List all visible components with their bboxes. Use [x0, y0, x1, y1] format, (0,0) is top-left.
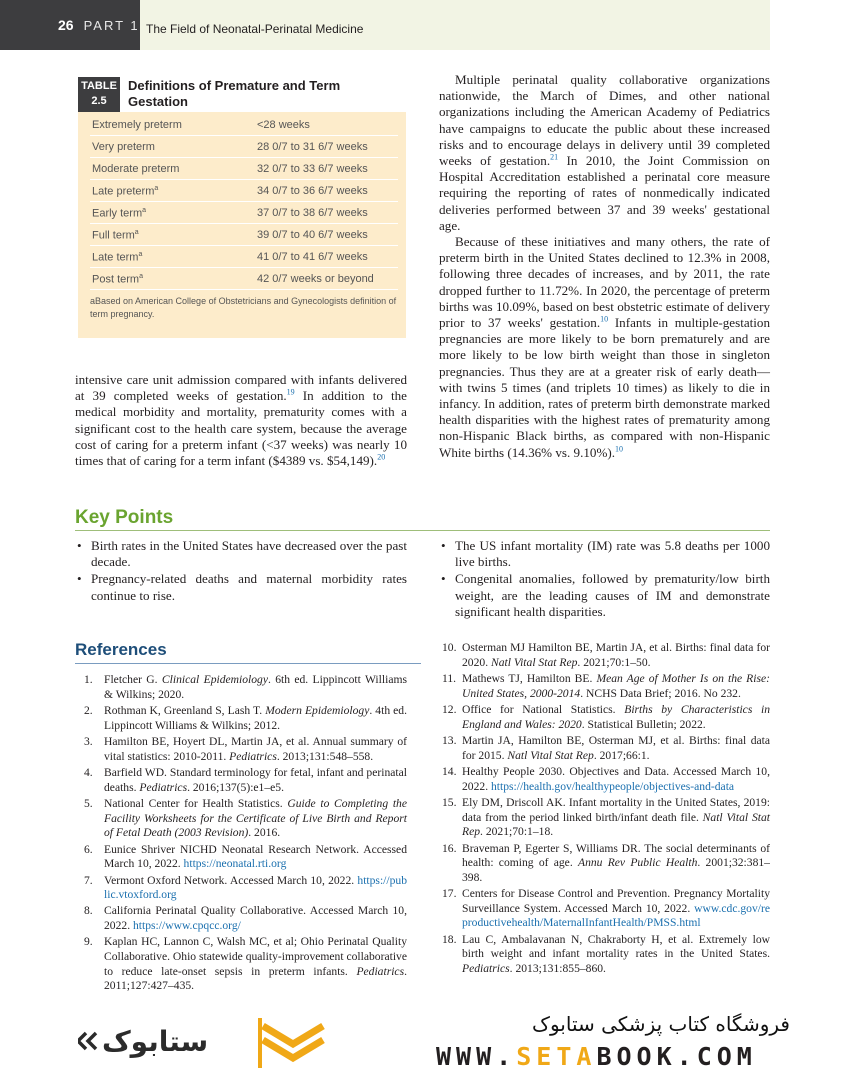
- reference-item: [442, 887, 770, 931]
- text-run: intensive care unit admission compared with infants delivered at 39 completed weeks of gestation.: [75, 372, 407, 404]
- header-page-block: [0, 0, 140, 50]
- term-label: Post term: [92, 273, 140, 286]
- reference-item: [442, 734, 770, 763]
- reference-link[interactable]: https://neonatal.rti.org: [183, 857, 287, 871]
- reference-details: . 2013;131:548–558.: [276, 749, 374, 763]
- reference-text: Eunice Shriver NICHD Neonatal Research Network. Accessed March 10, 2022.: [104, 842, 407, 871]
- citation[interactable]: 10: [600, 314, 609, 324]
- citation[interactable]: 21: [550, 152, 559, 162]
- reference-item: [84, 874, 407, 903]
- reference-details: . 6th ed. Lippincott Williams & Wilkins; 2020.: [104, 673, 407, 701]
- reference-number: 9.: [84, 935, 93, 949]
- citation[interactable]: 10: [615, 444, 624, 454]
- gestation-term: Moderate preterm: [92, 163, 180, 175]
- key-point-item: • The US infant mortality (IM) rate was 5.8 deaths per 1000 live births.: [439, 538, 770, 570]
- reference-item: [442, 765, 770, 794]
- reference-source: Pediatrics: [462, 961, 510, 975]
- svg-text:ستابوک: ستابوک: [102, 1025, 209, 1058]
- reference-item: [84, 766, 407, 795]
- reference-details: . NCHS Data Brief; 2016. No 232.: [580, 686, 741, 700]
- reference-text: Kaplan HC, Lannon C, Walsh MC, et al; Ohio Perinatal Quality Collaborative. Ohio statewide quality-improvement collaborative to reduce late-onset sepsis in preterm infants.: [104, 935, 407, 978]
- reference-number: 14.: [442, 764, 457, 778]
- text-run: Multiple perinatal quality collaborative organizations nationwide, the March of Dimes, and other national organizations including the American Academy of Pediatrics have campaigns to educate the public about these increased risks and to encourage delays in delivery until 39 completed weeks of gestation.: [439, 72, 770, 169]
- table-row: [90, 136, 398, 158]
- table-row: [90, 158, 398, 180]
- reference-details: . 2021;70:1–50.: [577, 655, 651, 669]
- reference-text: Mathews TJ, Hamilton BE.: [462, 671, 597, 685]
- table-row: [90, 246, 398, 268]
- table-tag-number: 2.5: [91, 95, 107, 107]
- reference-text: Healthy People 2030. Objectives and Data. Accessed March 10, 2022.: [462, 764, 770, 793]
- reference-details: . 2011;127:427–435.: [104, 964, 407, 993]
- term-label: Full term: [92, 229, 135, 242]
- references-left: [84, 673, 407, 996]
- reference-source: Annu Rev Public Health: [577, 856, 698, 870]
- reference-details: . 2017;66:1.: [593, 748, 650, 762]
- reference-number: 4.: [84, 765, 93, 779]
- reference-number: 8.: [84, 904, 93, 918]
- footnote-marker: a: [154, 185, 159, 192]
- key-point-item: • Birth rates in the United States have decreased over the past decade.: [75, 538, 407, 570]
- gestation-term: Very preterm: [92, 141, 155, 153]
- gestation-term: [92, 185, 158, 198]
- references-rule: [75, 663, 421, 664]
- reference-item: [84, 843, 407, 872]
- reference-item: [84, 935, 407, 993]
- citation[interactable]: 20: [377, 452, 386, 462]
- references-right: [442, 641, 770, 978]
- right-column-text: [439, 72, 770, 461]
- reference-text: Ely DM, Driscoll AK. Infant mortality in the United States, 2019: data from the period linked birth/infant death file.: [462, 795, 770, 824]
- reference-link[interactable]: https://public.vtoxford.org: [104, 873, 407, 902]
- part-label: PART 1: [83, 17, 140, 33]
- reference-number: 1.: [84, 673, 93, 686]
- reference-details: . 4th ed. Lippincott Williams & Wilkins; 2012.: [104, 703, 408, 732]
- store-url[interactable]: [436, 1042, 798, 1071]
- citation[interactable]: 19: [286, 387, 295, 397]
- reference-item: [442, 672, 770, 701]
- key-point-item: • Congenital anomalies, followed by prematurity/low birth weight, are the leading causes of IM and demonstrate significant health disparities.: [439, 571, 770, 620]
- reference-source: Clinical Epidemiology: [161, 673, 268, 686]
- logo-chevron-icon: [258, 1018, 328, 1068]
- reference-item: [442, 641, 770, 670]
- text-run: Because of these initiatives and many others, the rate of preterm birth in the United States declined to 12.3% in 2008, following three decades of increases, and by 2011, the rate dropped further to 11.72%. In 2020, the percentage of preterm births was 10.09%, based on best obstetric estimate of delivery prior to 37 weeks' gestation.: [439, 234, 770, 331]
- reference-number: 12.: [442, 702, 457, 716]
- reference-source: Natl Vital Stat Rep: [490, 655, 578, 669]
- url-highlight: SETA: [516, 1042, 597, 1071]
- table-row: [90, 268, 398, 290]
- footnote-marker: a: [142, 207, 147, 214]
- table-footnote: aBased on American College of Obstetricians and Gynecologists definition of term pregnancy.: [90, 296, 397, 319]
- gestation-range: 41 0/7 to 41 6/7 weeks: [257, 251, 368, 263]
- reference-item: [442, 933, 770, 977]
- url-prefix: WWW.: [436, 1042, 517, 1071]
- key-points-right: [439, 538, 770, 621]
- reference-text: Fletcher G.: [104, 673, 162, 686]
- gestation-range: 32 0/7 to 33 6/7 weeks: [257, 163, 368, 175]
- reference-item: [84, 704, 407, 733]
- gestation-range: 28 0/7 to 31 6/7 weeks: [257, 141, 368, 153]
- gestation-range: 34 0/7 to 36 6/7 weeks: [257, 185, 368, 197]
- reference-text: Martin JA, Hamilton BE, Osterman MJ, et al. Births: final data for 2015.: [462, 733, 770, 762]
- reference-item: [442, 703, 770, 732]
- footnote-marker: a: [139, 273, 143, 280]
- gestation-term: [92, 273, 143, 286]
- reference-details: . Statistical Bulletin; 2022.: [581, 717, 706, 731]
- key-points-rule: [75, 530, 770, 531]
- reference-number: 15.: [442, 795, 457, 809]
- reference-item: [84, 797, 407, 841]
- key-points-left: [75, 538, 407, 605]
- table-row: [90, 114, 398, 136]
- text-run: In 2010, the Joint Commission on Hospital Accreditation established a perinatal core measure requiring the reporting of rates of nonmedically indicated deliveries performed between 37 and 39 weeks' gestational age.: [439, 153, 770, 233]
- reference-number: 16.: [442, 841, 457, 855]
- reference-text: Rothman K, Greenland S, Lash T.: [104, 703, 266, 717]
- reference-source: Modern Epidemiology: [265, 703, 370, 717]
- reference-text: Osterman MJ Hamilton BE, Martin JA, et al. Births: final data for 2020.: [462, 641, 770, 669]
- reference-text: Braveman P, Egerter S, Williams DR. The social determinants of health: coming of age.: [462, 841, 770, 870]
- reference-text: Centers for Disease Control and Prevention. Pregnancy Mortality Surveillance System. Accessed March 10, 2022.: [462, 887, 770, 915]
- reference-text: National Center for Health Statistics.: [104, 796, 288, 810]
- reference-source: Pediatrics: [139, 780, 188, 794]
- reference-number: 2.: [84, 703, 93, 717]
- reference-number: 18.: [442, 932, 457, 946]
- table-tag-label: TABLE: [81, 80, 117, 92]
- reference-text: Barfield WD. Standard terminology for fetal, infant and perinatal deaths.: [104, 765, 407, 794]
- reference-details: . 2001;32:381–398.: [462, 856, 770, 884]
- reference-details: . 2016;137(5):e1–e5.: [187, 780, 284, 794]
- term-label: Late term: [92, 251, 139, 264]
- reference-details: . 2016.: [248, 826, 281, 840]
- reference-item: [442, 796, 770, 840]
- chapter-title: The Field of Neonatal-Perinatal Medicine: [140, 0, 770, 50]
- key-points-heading: Key Points: [75, 507, 174, 528]
- reference-source: Natl Vital Stat Rep: [507, 748, 594, 762]
- term-label: Early term: [92, 207, 143, 220]
- gestation-range: 42 0/7 weeks or beyond: [257, 273, 374, 285]
- reference-number: 6.: [84, 842, 93, 856]
- paragraph: [439, 72, 770, 234]
- store-logo: [78, 1015, 248, 1065]
- gestation-range: 37 0/7 to 38 6/7 weeks: [257, 207, 368, 219]
- gestation-term: Extremely preterm: [92, 119, 182, 131]
- footnote-marker: a: [134, 229, 139, 236]
- paragraph: [75, 372, 407, 469]
- reference-number: 3.: [84, 734, 93, 748]
- page-header: [0, 0, 844, 50]
- reference-text: Office for National Statistics.: [462, 702, 625, 716]
- text-run: In addition to the medical morbidity and mortality, prematurity comes with a significant cost to the health care system, because the average cost of caring for a preterm infant (<37 weeks) was nearly 10 times that of caring for a term infant ($4389 vs. $54,149).: [75, 388, 407, 469]
- reference-text: California Perinatal Quality Collaborative. Accessed March 10, 2022.: [104, 904, 407, 933]
- reference-link[interactable]: www.cdc.gov/reproductivehealth/MaternalInfantHealth/PMSS.html: [462, 901, 770, 930]
- reference-number: 10.: [442, 641, 457, 654]
- reference-item: [84, 673, 407, 702]
- reference-source: Guide to Completing the Facility Worksheets for the Certificate of Live Birth and Report of Fetal Death (2003 Revision): [104, 796, 407, 840]
- reference-number: 17.: [442, 887, 457, 901]
- references-heading: References: [75, 640, 167, 659]
- reference-source: Mean Age of Mother Is on the Rise: United States, 2000-2014: [462, 671, 770, 700]
- page-number: 26: [58, 17, 74, 33]
- reference-details: . 2013;131:855–860.: [509, 961, 606, 975]
- store-name: فروشگاه کتاب پزشکی ستابوک: [532, 1012, 790, 1036]
- gestation-range: <28 weeks: [257, 119, 310, 131]
- reference-number: 7.: [84, 873, 93, 887]
- table-row: [90, 202, 398, 224]
- gestation-term: [92, 229, 139, 242]
- reference-text: Lau C, Ambalavanan N, Chakraborty H, et al. Extremely low birth weight and infant mortality rates in the United States.: [462, 932, 770, 961]
- reference-link[interactable]: https://www.cpqcc.org/: [132, 919, 241, 933]
- reference-number: 5.: [84, 796, 93, 810]
- table-row: [90, 224, 398, 246]
- text-run: Infants in multiple-gestation pregnancies are more likely to be born prematurely and are more likely to be low birth weight than those in singleton pregnancies. Thus they are at a greater risk of early death—with twins 5 times (and triplets 10 times) as likely to die in infancy. In addition, rates of preterm birth demonstrate marked health disparities with the highest rates of prematurity among non-Hispanic Black births, as compared with non-Hispanic White births (14.36% vs. 9.10%).: [439, 315, 771, 460]
- paragraph: [439, 234, 770, 461]
- gestation-term: [92, 251, 142, 264]
- reference-source: Natl Vital Stat Rep: [462, 810, 770, 839]
- url-suffix: BOOK.COM: [596, 1042, 757, 1071]
- term-label: Late preterm: [92, 185, 155, 198]
- reference-source: Pediatrics: [356, 964, 405, 978]
- reference-source: Pediatrics: [229, 749, 277, 763]
- reference-text: Vermont Oxford Network. Accessed March 10, 2022.: [104, 873, 358, 887]
- reference-item: [84, 904, 407, 933]
- reference-number: 11.: [442, 671, 457, 685]
- gestation-term: [92, 207, 146, 220]
- gestation-range: 39 0/7 to 40 6/7 weeks: [257, 229, 368, 241]
- key-point-item: • Pregnancy-related deaths and maternal morbidity rates continue to rise.: [75, 571, 407, 603]
- reference-number: 13.: [442, 733, 457, 747]
- reference-item: [84, 735, 407, 764]
- left-column-text: [75, 372, 407, 469]
- reference-details: . 2021;70:1–18.: [480, 825, 554, 839]
- footnote-marker: a: [138, 251, 143, 258]
- table-tag: [78, 77, 120, 112]
- reference-text: Hamilton BE, Hoyert DL, Martin JA, et al. Annual summary of vital statistics: 2010-2011.: [104, 734, 407, 763]
- reference-source: Births by Characteristics in England and Wales: 2020: [462, 702, 770, 731]
- reference-item: [442, 842, 770, 886]
- reference-link[interactable]: https://health.gov/healthypeople/objectives-and-data: [490, 779, 735, 793]
- table-title: Definitions of Premature and Term Gestation: [128, 78, 341, 109]
- table-row: [90, 180, 398, 202]
